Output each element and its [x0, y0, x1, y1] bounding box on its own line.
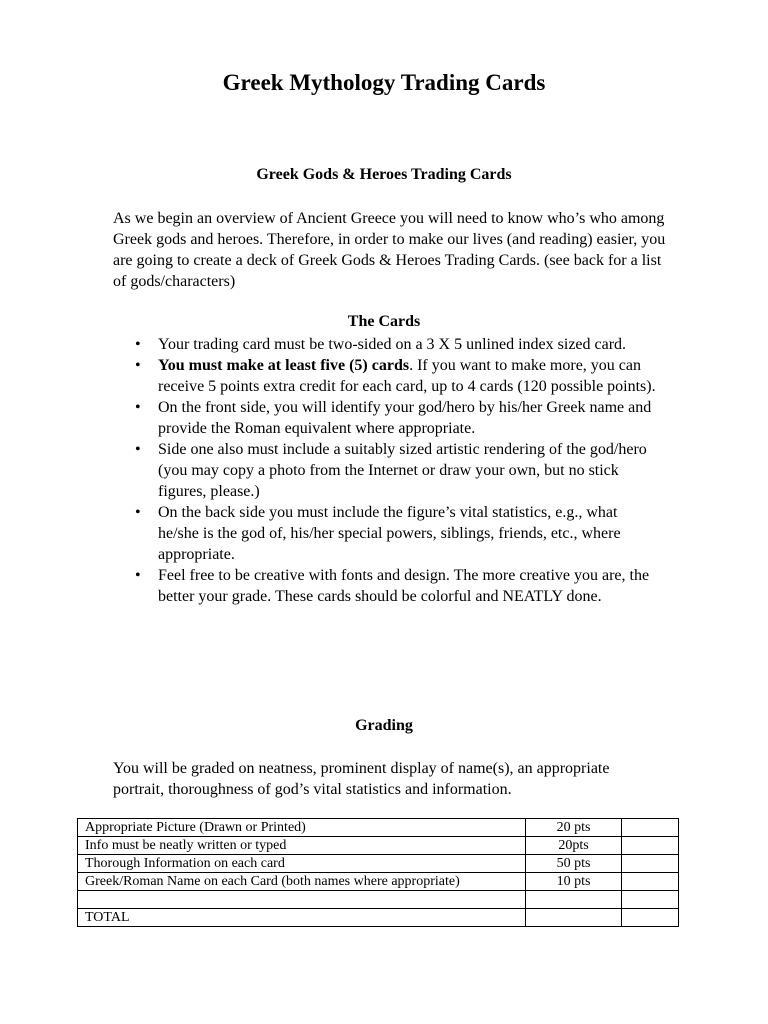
- list-item: [113, 355, 658, 397]
- table-row: [78, 873, 679, 891]
- table-row: [78, 909, 679, 927]
- rubric-item-cell: Appropriate Picture (Drawn or Printed): [78, 819, 526, 837]
- bullet-bold-text: You must make at least five (5) cards: [158, 357, 410, 374]
- bullet-text: Your trading card must be two-sided on a 3 X 5 unlined index sized card.: [158, 336, 627, 353]
- rubric-points-cell: 50 pts: [526, 855, 622, 873]
- rubric-item-cell: Thorough Information on each card: [78, 855, 526, 873]
- intro-paragraph: As we begin an overview of Ancient Greece you will need to know who’s who among Greek gods and heroes. Therefore, in order to make our lives (and reading) easier, you are going to create a deck of Greek Gods & Heroes Trading Cards. (see back for a list of gods/characters): [113, 210, 666, 290]
- card-requirements-list: [113, 334, 658, 607]
- bullet-text: . If you want to make more, you can receive 5 points extra credit for each card, up to 4 cards (120 possible points).: [158, 357, 656, 395]
- rubric-points-cell: 20pts: [526, 837, 622, 855]
- bullet-icon: •: [135, 399, 141, 416]
- list-item: [113, 397, 658, 439]
- bullet-icon: •: [135, 336, 141, 353]
- bullet-icon: •: [135, 357, 141, 374]
- rubric-score-cell: [622, 909, 679, 927]
- rubric-total-label-cell: TOTAL: [78, 909, 526, 927]
- rubric-points-cell: 10 pts: [526, 873, 622, 891]
- cards-section-heading: The Cards: [347, 313, 421, 330]
- rubric-points-cell: [526, 891, 622, 909]
- bullet-text: On the front side, you will identify your god/hero by his/her Greek name and provide the Roman equivalent where appropriate.: [158, 399, 652, 437]
- list-item: [113, 439, 658, 502]
- rubric-score-cell: [622, 819, 679, 837]
- table-row: [78, 891, 679, 909]
- bullet-icon: •: [135, 441, 141, 458]
- rubric-points-cell: [526, 909, 622, 927]
- rubric-score-cell: [622, 891, 679, 909]
- list-item: [113, 502, 658, 565]
- table-row: [78, 855, 679, 873]
- bullet-text: Feel free to be creative with fonts and design. The more creative you are, the better your grade. These cards should be colorful and NEATLY done.: [158, 567, 650, 605]
- bullet-icon: •: [135, 567, 141, 584]
- list-item: [113, 334, 658, 355]
- rubric-item-cell: Info must be neatly written or typed: [78, 837, 526, 855]
- bullet-text: Side one also must include a suitably sized artistic rendering of the god/hero (you may copy a photo from the Internet or draw your own, but no stick figures, please.): [158, 441, 647, 500]
- table-row: [78, 819, 679, 837]
- rubric-item-cell: Greek/Roman Name on each Card (both names where appropriate): [78, 873, 526, 891]
- rubric-score-cell: [622, 837, 679, 855]
- document-subtitle: Greek Gods & Heroes Trading Cards: [256, 166, 512, 183]
- grading-rubric-table: [77, 818, 679, 927]
- rubric-points-cell: 20 pts: [526, 819, 622, 837]
- bullet-icon: •: [135, 504, 141, 521]
- rubric-score-cell: [622, 855, 679, 873]
- grading-paragraph: You will be graded on neatness, prominent display of name(s), an appropriate portrait, thoroughness of god’s vital statistics and information.: [113, 760, 610, 798]
- grading-section-heading: Grading: [355, 717, 413, 734]
- rubric-score-cell: [622, 873, 679, 891]
- list-item: [113, 565, 658, 607]
- table-row: [78, 837, 679, 855]
- bullet-text: On the back side you must include the figure’s vital statistics, e.g., what he/she is the god of, his/her special powers, siblings, friends, etc., where appropriate.: [158, 504, 621, 563]
- rubric-item-cell: [78, 891, 526, 909]
- document-title: Greek Mythology Trading Cards: [222, 70, 546, 95]
